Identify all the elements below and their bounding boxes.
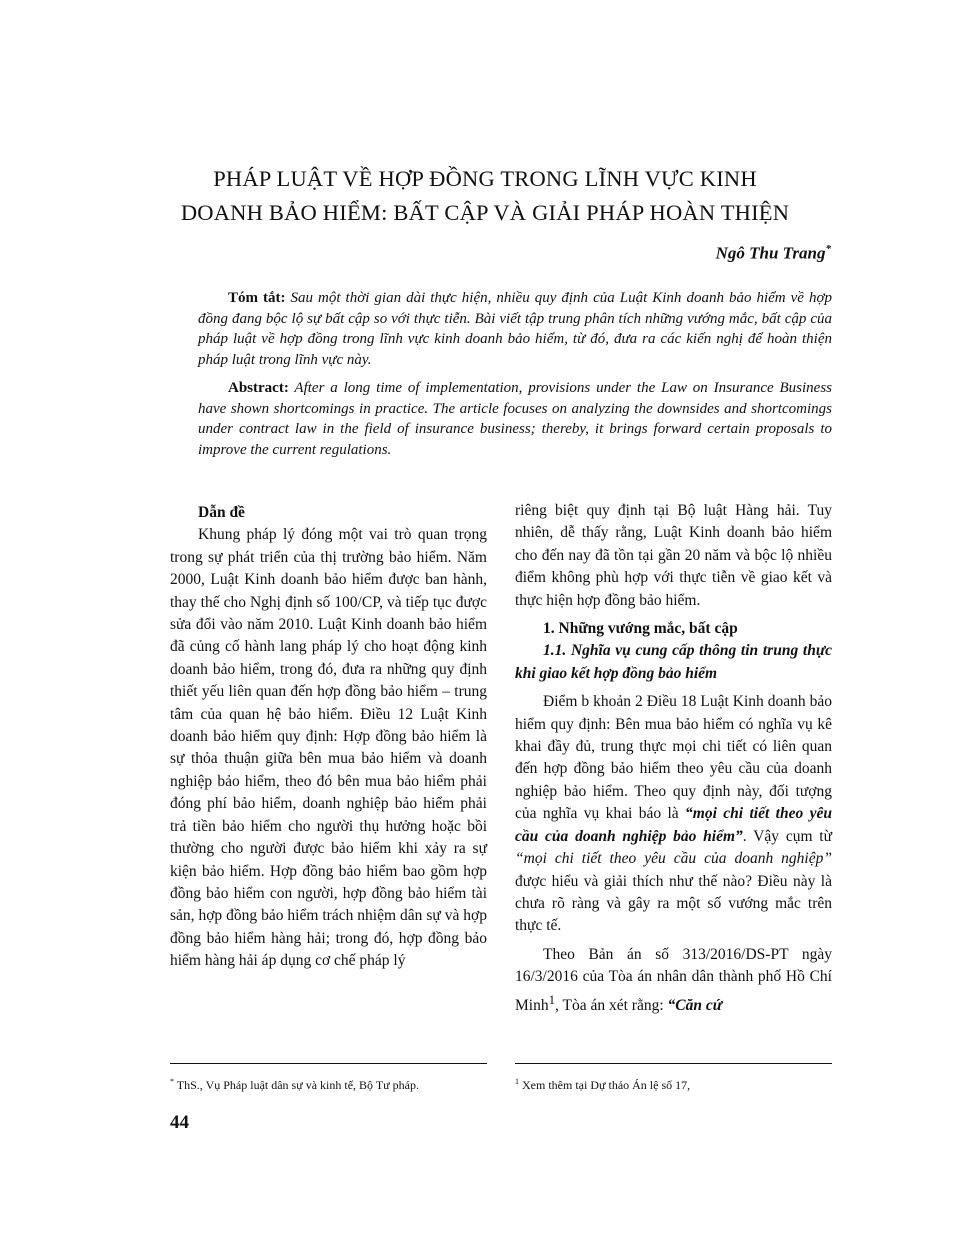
disclosure-text-b: . Vậy cụm từ bbox=[742, 827, 833, 845]
intro-paragraph: Khung pháp lý đóng một vai trò quan trọng trong sự phát triển của thị trường bảo hiểm. Năm 2000, Luật Kinh doanh bảo hiểm được ban hành, thay thế cho Nghị định số 100/CP, và tiếp tục được sửa đổi vào năm 2010. Luật Kinh doanh bảo hiểm đã củng cố hành lang pháp lý cho hoạt động kinh doanh bảo hiểm, trong đó, đưa ra những quy định thiết yếu liên quan đến hợp đồng bảo hiểm – trung tâm của quan hệ bảo hiểm. Điều 12 Luật Kinh doanh bảo hiểm quy định: Hợp đồng bảo hiểm là sự thỏa thuận giữa bên mua bảo hiểm và doanh nghiệp bảo hiểm, theo đó bên mua bảo hiểm phải đóng phí bảo hiểm, doanh nghiệp bảo hiểm phải trả tiền bảo hiểm cho người thụ hưởng hoặc bồi thường cho người được bảo hiểm khi xảy ra sự kiện bảo hiểm. Hợp đồng bảo hiểm bao gồm hợp đồng bảo hiểm con người, hợp đồng bảo hiểm tài sản, hợp đồng bảo hiểm trách nhiệm dân sự và hợp đồng bảo hiểm hàng hải; trong đó, hợp đồng bảo hiểm hàng hải áp dụng cơ chế pháp lý bbox=[170, 526, 487, 970]
author bbox=[716, 243, 831, 264]
footnote-divider-right bbox=[515, 1063, 832, 1064]
footnote-author-text: ThS., Vụ Pháp luật dân sự và kinh tế, Bộ Tư pháp. bbox=[174, 1078, 419, 1092]
footnote-1 bbox=[515, 1074, 832, 1093]
page-number: 44 bbox=[170, 1112, 189, 1133]
disclosure-paragraph bbox=[515, 691, 832, 937]
judgment-footnote-ref: 1 bbox=[548, 991, 556, 1007]
disclosure-quote-2: “mọi chi tiết theo yêu cầu của doanh nghiệp” bbox=[515, 850, 832, 868]
continued-paragraph: riêng biệt quy định tại Bộ luật Hàng hải. Tuy nhiên, dễ thấy rằng, Luật Kinh doanh bảo hiểm cho đến nay đã tồn tại gần 20 năm và bộc lộ nhiều điểm không phù hợp với thực tiễn về giao kết và thực hiện hợp đồng bảo hiểm. bbox=[515, 502, 832, 609]
disclosure-text-a: Điểm b khoản 2 Điều 18 Luật Kinh doanh bảo hiểm quy định: Bên mua bảo hiểm có nghĩa vụ kê khai đầy đủ, trung thực mọi chi tiết có liên quan đến hợp đồng bảo hiểm theo yêu cầu của doanh nghiệp bảo hiểm. Theo quy định này, đối tượng của nghĩa vụ khai báo là bbox=[515, 693, 832, 823]
footnote-divider-left bbox=[170, 1063, 487, 1064]
abstract-vn-text: Sau một thời gian dài thực hiện, nhiều quy định của Luật Kinh doanh bảo hiểm về hợp đồng đang bộc lộ sự bất cập so với thực tiễn. Bài viết tập trung phân tích những vướng mắc, bất cập của pháp luật về hợp đồng trong lĩnh vực kinh doanh bảo hiểm, từ đó, đưa ra các kiến nghị để hoàn thiện pháp luật trong lĩnh vực này. bbox=[198, 290, 832, 368]
article-title bbox=[120, 162, 850, 230]
judgment-text-b: , Tòa án xét rằng: bbox=[555, 996, 668, 1014]
right-column bbox=[515, 500, 832, 1017]
disclosure-quote-1: “mọi chi tiết theo yêu cầu của doanh nghiệp bảo hiểm” bbox=[515, 805, 833, 845]
judgment-quote: “Căn cứ bbox=[667, 996, 723, 1014]
author-footnote-mark: * bbox=[825, 243, 831, 255]
title-line-1: PHÁP LUẬT VỀ HỢP ĐỒNG TRONG LĨNH VỰC KINH bbox=[213, 166, 757, 191]
abstract-en-text: After a long time of implementation, provisions under the Law on Insurance Business have shown shortcomings in practice. The article focuses on analyzing the downsides and shortcomings under contract law in the field of insurance business; thereby, it brings forward certain proposals to improve the current regulations. bbox=[198, 380, 832, 458]
footnote-1-mark: 1 bbox=[515, 1077, 519, 1086]
subsection-heading: 1.1. Nghĩa vụ cung cấp thông tin trung thực khi giao kết hợp đồng bảo hiểm bbox=[515, 642, 832, 682]
abstract-english bbox=[198, 378, 832, 460]
abstract-vietnamese bbox=[198, 288, 832, 370]
footnote-author-mark: * bbox=[170, 1077, 174, 1086]
judgment-text-a: Theo Bản án số 313/2016/DS-PT ngày 16/3/2016 của Tòa án nhân dân thành phố Hồ Chí Minh bbox=[515, 945, 832, 1014]
section-heading: 1. Những vướng mắc, bất cập bbox=[543, 620, 738, 638]
disclosure-text-c: được hiểu và giải thích như thế nào? Điều này là chưa rõ ràng và gây ra một số vướng mắc trên thực tế. bbox=[515, 872, 832, 935]
title-line-2: DOANH BẢO HIỂM: BẤT CẬP VÀ GIẢI PHÁP HOÀN THIỆN bbox=[180, 200, 790, 225]
footnote-1-text: Xem thêm tại Dự thảo Án lệ số 17, bbox=[519, 1078, 691, 1092]
intro-heading: Dẫn đề bbox=[198, 504, 245, 521]
abstract-vn-label: Tóm tắt: bbox=[228, 290, 286, 306]
abstract-en-label: Abstract: bbox=[228, 380, 289, 396]
left-column bbox=[170, 502, 487, 973]
court-judgment-paragraph bbox=[515, 944, 832, 1017]
author-name: Ngô Thu Trang bbox=[715, 243, 826, 263]
footnote-author bbox=[170, 1074, 487, 1093]
